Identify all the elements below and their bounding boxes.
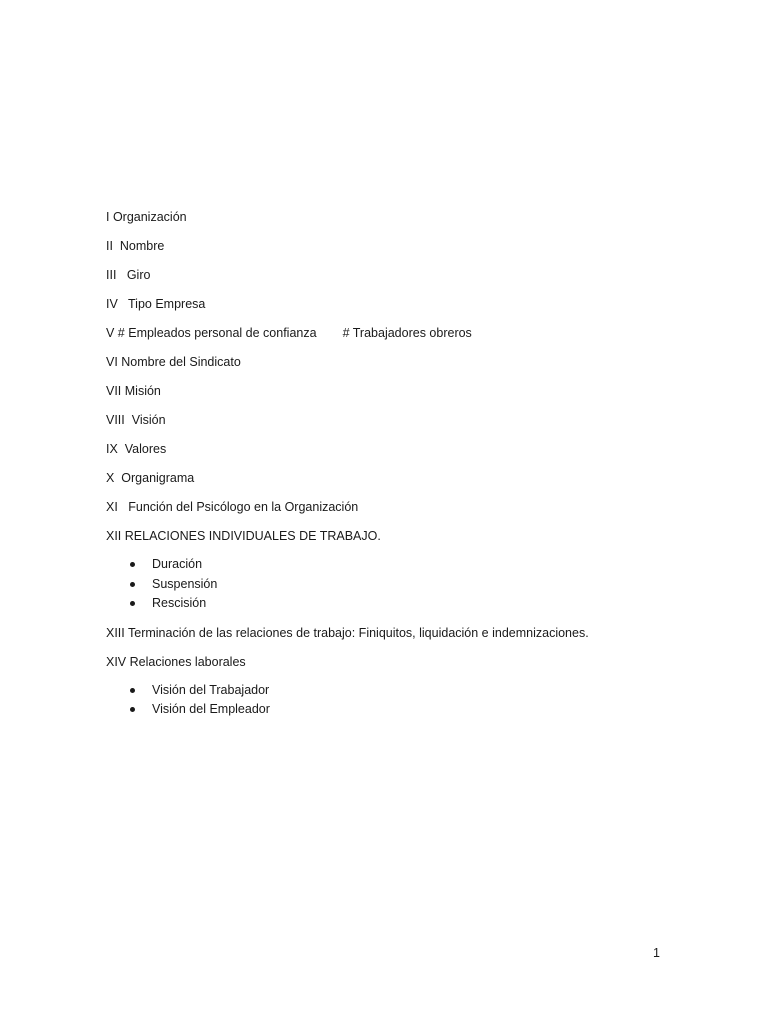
outline-item-ix: IX Valores — [106, 442, 167, 456]
section-xiv-bullet-list — [106, 681, 706, 720]
bullet-item — [106, 700, 706, 720]
outline-item-vi: VI Nombre del Sindicato — [106, 355, 241, 369]
outline-item-x: X Organigrama — [106, 471, 195, 485]
bullet-item — [106, 575, 706, 595]
outline-item-xi: XI Función del Psicólogo en la Organización — [106, 500, 359, 514]
bullet-text: Suspensión — [152, 576, 218, 591]
section-xii-bullet-list — [106, 555, 706, 614]
page-number: 1 — [653, 946, 660, 960]
outline-item-iv: IV Tipo Empresa — [106, 297, 206, 311]
outline-item-xiv: XIV Relaciones laborales — [106, 654, 246, 669]
outline-item-ii: II Nombre — [106, 239, 165, 253]
bullet-icon — [130, 707, 135, 712]
outline-item-i: I Organización — [106, 210, 187, 224]
bullet-icon — [130, 562, 135, 567]
bullet-text: Rescisión — [152, 596, 207, 610]
outline-item-vii: VII Misión — [106, 384, 161, 398]
outline-item-viii: VIII Visión — [106, 413, 166, 427]
outline-item-v — [106, 324, 706, 342]
outline-item-xii: XII RELACIONES INDIVIDUALES DE TRABAJO. — [106, 529, 381, 543]
bullet-text: Duración — [152, 557, 203, 571]
bullet-item — [106, 594, 706, 614]
bullet-icon — [130, 582, 135, 587]
outline-item-v-part2: # Trabajadores obreros — [342, 326, 472, 340]
outline-item-v-part1: V # Empleados personal de confianza — [106, 326, 317, 340]
document-body — [106, 208, 706, 730]
bullet-text: Visión del Empleador — [152, 702, 270, 716]
bullet-text: Visión del Trabajador — [152, 682, 270, 697]
bullet-icon — [130, 601, 135, 606]
bullet-item — [106, 555, 706, 575]
bullet-icon — [130, 688, 135, 693]
outline-item-xiii: XIII Terminación de las relaciones de trabajo: Finiquitos, liquidación e indemnizaciones. — [106, 625, 589, 640]
bullet-item — [106, 681, 706, 701]
outline-item-iii: III Giro — [106, 268, 151, 282]
